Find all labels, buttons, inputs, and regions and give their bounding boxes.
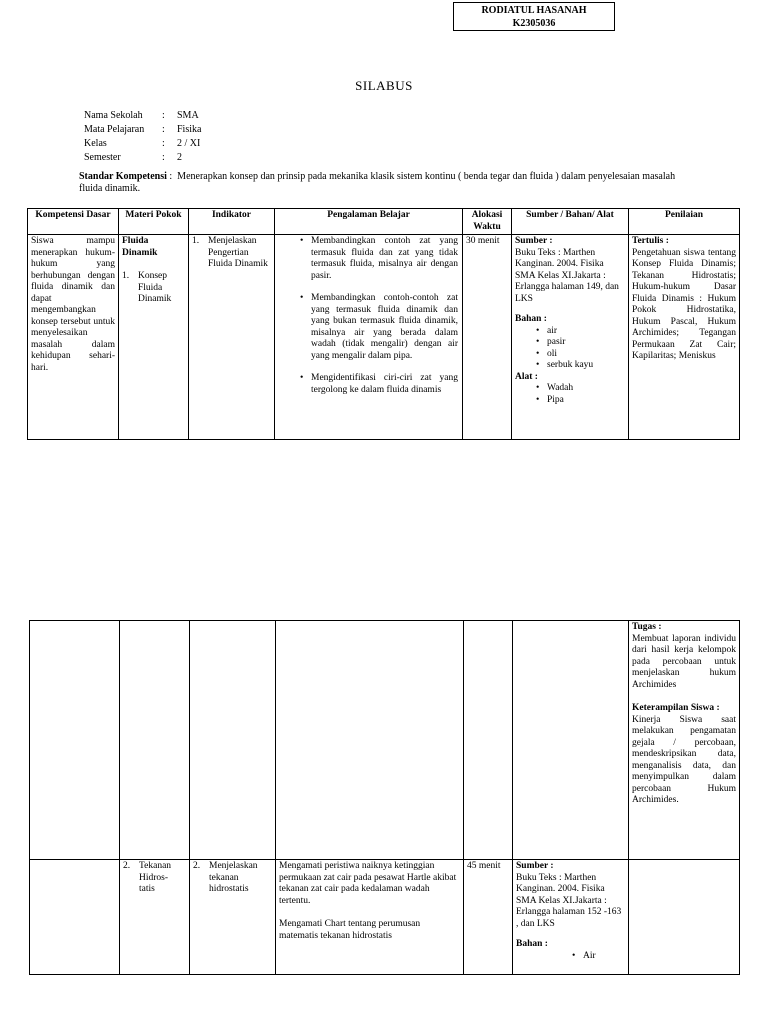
materi-title: Fluida Dinamik [122, 236, 158, 258]
sumber-label: Sumber : [515, 236, 553, 246]
info-row: Nama Sekolah : SMA [84, 110, 201, 122]
list-item: • Membandingkan contoh zat yang termasuk fluida dan zat yang tidak termasuk fluida, misalnya air dengan pasir. [311, 236, 458, 282]
keterampilan-text: Kinerja Siswa saat melakukan pengamatan gejala / percobaan, mendeskripsikan data, menganalisis data, dan menyimpulkan dalam percobaan Hukum Archimides. [632, 714, 736, 805]
info-value: 2 / XI [177, 138, 201, 149]
pengalaman-cell [275, 235, 463, 440]
standar-label: Standar Kompetensi [79, 171, 167, 182]
syllabus-table-1 [27, 208, 740, 440]
col-materi: Materi Pokok [119, 209, 189, 235]
info-label: Semester [84, 152, 121, 163]
table-row [28, 235, 740, 440]
materi-item: 2. Tekanan Hidros-tatis [123, 861, 172, 894]
syllabus-table-2 [29, 620, 740, 975]
sumber-label: Sumber : [516, 861, 554, 871]
list-item: • Membandingkan contoh-contoh zat yang termasuk fluida dinamik dan yang bukan termasuk fluida dinamik, misalnya air yang berada dalam wadah (tidak mengalir) dengan air yang mengalir dalam pipa. [311, 293, 458, 362]
col-sumber: Sumber / Bahan/ Alat [512, 209, 629, 235]
indikator-item: 2. Menjelaskan tekanan hidrostatis [193, 861, 258, 894]
tugas-label: Tugas : [632, 622, 662, 632]
kompetensi-cell: Siswa mampu menerapkan hukum-hukum yang berhubungan dengan fluida dinamik dan dapat mengembangkan konsep tersebut untuk menyelesaikan masalah dalam kehidupan sehari-hari. [28, 235, 119, 440]
info-value: 2 [177, 152, 182, 163]
standar-kompetensi: Standar Kompetensi : Menerapkan konsep dan prinsip pada mekanika klasik sistem kontinu ( benda tegar dan fluida ) dalam penyelesaian masalah fluida dinamik. [79, 171, 676, 194]
info-row: Kelas : 2 / XI [84, 138, 201, 149]
table-row [30, 621, 740, 860]
alokasi-cell: 45 menit [464, 860, 513, 975]
info-row: Mata Pelajaran : Fisika [84, 124, 202, 135]
materi-cell [120, 860, 190, 975]
penilaian-text: Pengetahuan siswa tentang Konsep Fluida Dinamis; Tekanan Hidrostatis; Hukum-hukum Dasar Fluida Dinamis : Hukum Pokok Hidrostatika, Hukum Pascal, Hukum Archimides; Tegangan Permukaan Zat Cair; Kapilaritas; Meniskus [632, 247, 736, 361]
indikator-cell [190, 860, 276, 975]
penilaian-label: Tertulis : [632, 236, 669, 246]
list-item: • Pipa [547, 395, 625, 407]
materi-item: 1. Konsep Fluida Dinamik [122, 271, 172, 304]
pengalaman-text: Mengamati peristiwa naiknya ketinggian permukaan zat cair pada pesawat Hartle akibat tekanan zat cair pada kedalaman wadah tertentu. [279, 861, 457, 906]
tugas-text: Membuat laporan individu dari hasil kerja kelompok pada percobaan untuk menjelaskan hukum Archimides [632, 633, 736, 690]
info-value: Fisika [177, 124, 202, 135]
pengalaman-text: Mengamati Chart tentang perumusan matematis tekanan hidrostatis [279, 919, 421, 941]
sumber-text: Buku Teks : Marthen Kanginan. 2004. Fisika SMA Kelas XI.Jakarta : Erlangga halaman 149, dan LKS [515, 247, 619, 304]
indikator-cell [189, 235, 275, 440]
penilaian-cell [629, 235, 740, 440]
col-indikator: Indikator [189, 209, 275, 235]
standar-text: Menerapkan konsep dan prinsip pada mekanika klasik sistem kontinu ( benda tegar dan fluida ) dalam penyelesaian masalah fluida dinamik. [79, 171, 676, 194]
list-item: • serbuk kayu [547, 360, 625, 372]
col-penilaian: Penilaian [629, 209, 740, 235]
keterampilan-label: Keterampilan Siswa : [632, 703, 720, 713]
sumber-cell [513, 860, 629, 975]
list-item: • pasir [547, 337, 625, 349]
info-row: Semester : 2 [84, 152, 201, 164]
list-item: • Mengidentifikasi ciri-ciri zat yang tergolong ke dalam fluida dinamis [311, 373, 458, 396]
list-item: • air [547, 326, 625, 338]
info-label: Nama Sekolah [84, 110, 143, 121]
pengalaman-cell [276, 860, 464, 975]
info-label: Kelas [84, 138, 107, 149]
list-item: • Wadah [547, 383, 625, 395]
alokasi-cell: 30 menit [463, 235, 512, 440]
header-row [28, 209, 740, 235]
table-row [30, 860, 740, 975]
col-pengalaman: Pengalaman Belajar [275, 209, 463, 235]
col-alokasi: Alokasi Waktu [463, 209, 512, 235]
author-id: K2305036 [512, 18, 556, 29]
school-info [82, 108, 203, 166]
page-title: SILABUS [355, 78, 413, 93]
info-label: Mata Pelajaran [84, 124, 145, 135]
info-value: SMA [177, 110, 199, 121]
author-name: RODIATUL HASANAH [481, 5, 587, 16]
materi-cell [119, 235, 189, 440]
list-item: • oli [547, 349, 625, 361]
bahan-label: Bahan : [516, 939, 548, 949]
indikator-item: 1. Menjelaskan Pengertian Fluida Dinamik [192, 236, 268, 269]
penilaian-cell [629, 621, 740, 860]
sumber-text: Buku Teks : Marthen Kanginan. 2004. Fisika SMA Kelas XI.Jakarta : Erlangga halaman 152 -163 , dan LKS [516, 872, 622, 929]
sumber-cell [512, 235, 629, 440]
col-kompetensi: Kompetensi Dasar [28, 209, 119, 235]
bahan-label: Bahan : [515, 314, 547, 324]
list-item: • Air [583, 951, 625, 963]
alat-label: Alat : [515, 371, 538, 382]
author-box [453, 2, 615, 31]
